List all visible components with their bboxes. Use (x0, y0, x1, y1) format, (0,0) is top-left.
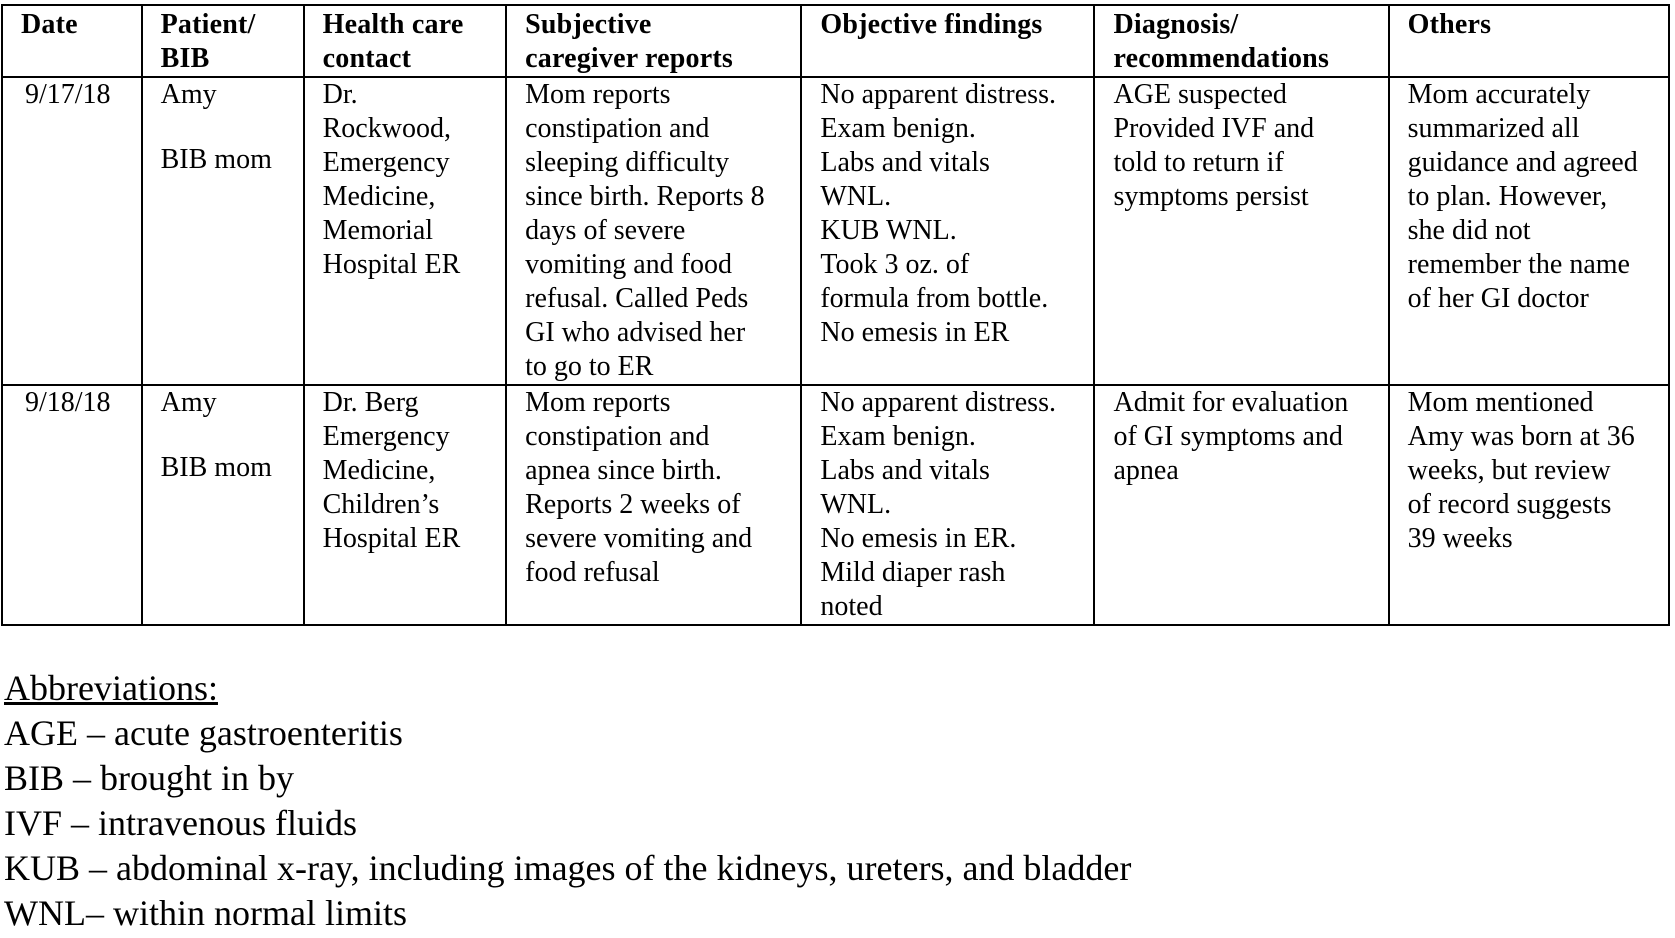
cell-others: Mom accurately summarized all guidance and agreed to plan. However, she did not remember the name of her GI doctor (1389, 77, 1669, 385)
abbreviation-item: WNL– within normal limits (4, 893, 407, 933)
cell-date: 9/18/18 (2, 385, 142, 625)
abbreviation-item: KUB – abdominal x-ray, including images of the kidneys, ureters, and bladder (4, 848, 1132, 888)
abbreviations-section (4, 666, 1131, 936)
header-date: Date (2, 5, 142, 77)
header-diagnosis: Diagnosis/ recommendations (1094, 5, 1388, 77)
header-others: Others (1389, 5, 1669, 77)
abbreviations-title: Abbreviations: (4, 668, 218, 708)
cell-contact: Dr. Berg Emergency Medicine, Children’s Hospital ER (304, 385, 507, 625)
cell-objective: No apparent distress. Exam benign. Labs and vitals WNL. No emesis in ER. Mild diaper rash noted (801, 385, 1094, 625)
header-objective-findings: Objective findings (801, 5, 1094, 77)
header-subjective-reports: Subjective caregiver reports (506, 5, 801, 77)
abbreviation-item: BIB – brought in by (4, 758, 295, 798)
cell-diagnosis: AGE suspected Provided IVF and told to return if symptoms persist (1094, 77, 1388, 385)
abbreviation-item: IVF – intravenous fluids (4, 803, 357, 843)
cell-subjective: Mom reports constipation and sleeping difficulty since birth. Reports 8 days of severe vomiting and food refusal. Called Peds GI who advised her to go to ER (506, 77, 801, 385)
table-row (2, 385, 1669, 625)
cell-diagnosis: Admit for evaluation of GI symptoms and apnea (1094, 385, 1388, 625)
patient-record-table (1, 4, 1670, 626)
table-row (2, 77, 1669, 385)
abbreviation-item: AGE – acute gastroenteritis (4, 713, 403, 753)
cell-date: 9/17/18 (2, 77, 142, 385)
cell-patient: Amy BIB mom (142, 77, 304, 385)
header-patient-bib: Patient/ BIB (142, 5, 304, 77)
header-health-care-contact: Health care contact (304, 5, 507, 77)
cell-contact: Dr. Rockwood, Emergency Medicine, Memorial Hospital ER (304, 77, 507, 385)
table-header-row (2, 5, 1669, 77)
cell-objective: No apparent distress. Exam benign. Labs and vitals WNL. KUB WNL. Took 3 oz. of formula from bottle. No emesis in ER (801, 77, 1094, 385)
cell-subjective: Mom reports constipation and apnea since birth. Reports 2 weeks of severe vomiting and food refusal (506, 385, 801, 625)
cell-patient: Amy BIB mom (142, 385, 304, 625)
cell-others: Mom mentioned Amy was born at 36 weeks, but review of record suggests 39 weeks (1389, 385, 1669, 625)
